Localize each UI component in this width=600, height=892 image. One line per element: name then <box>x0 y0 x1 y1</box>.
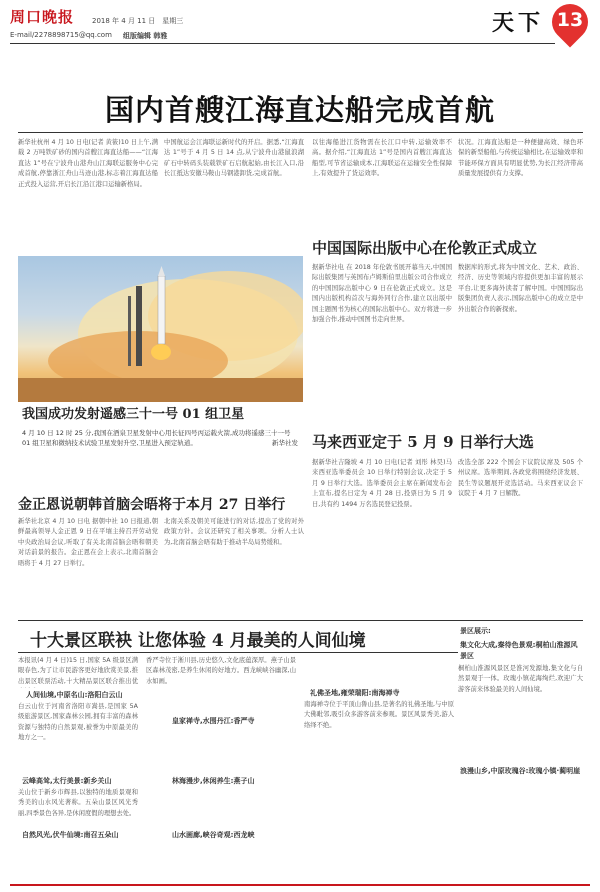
election-col1: 据新华社吉隆坡 4 月 10 日电(记者 刘彤 林昊)马来西亚选举委员会 10 日举行特别会议,决定于 5 月 9 日举行大选。选举委员会主席在新闻发布会上宣布,提名日定为 4 月 28 日,投票日为 5 月 9 日,共有约 1494 万名选民登记投票。 <box>312 459 452 508</box>
scenic-subhead-baiyun: 人间仙境,中原名山:洛阳白云山 <box>26 691 123 699</box>
scenic-subhead-guanshan: 云峰高耸,太行美景:新乡关山 <box>22 777 112 785</box>
footer-rule <box>10 884 590 886</box>
main-story-col4: 状况。江海直达船是一种便捷高效、绿色环保的新型船舶,与传统运输相比,在运输效率和节能环保方面具有明显优势,为长江经济带高质量发展提供有力支撑。 <box>458 139 583 178</box>
korea-summit-headline: 金正恩说朝韩首脑会晤将于本月 27 日举行 <box>18 497 286 513</box>
election-headline: 马来西亚定于 5 月 9 日举行大选 <box>312 433 534 451</box>
scenic-col5: 桐柏山淮源风景区是淮河发源地,集文化与自然景观于一体。玫瑰小镇花海绚烂,欢迎广大游客前来体验最美的人间仙境。 <box>458 665 583 693</box>
scenic-col4: 南海禅寺位于平顶山鲁山县,是著名的礼佛圣地,与中原大佛毗邻,吸引众多游客前来参观。景区风景秀美,游人络绎不绝。 <box>304 701 454 729</box>
masthead-rule <box>10 43 555 44</box>
page-number: 13 <box>556 9 584 31</box>
section-name: 天下 <box>491 10 544 36</box>
main-story-col1: 新华社杭州 4 月 10 日电(记者 黄筱)10 日上午,满载 2 万吨铁矿砂的国内首艘江海直达船——“江海直达 1”号在宁波舟山港舟山江海联运服务中心完成首航,停靠浙江舟山马迹山港,标志着江海直达船正式投入运营,开启长江沿江港口运输新格局。 <box>18 139 158 188</box>
newspaper-logo: 周口晚报 <box>10 8 75 26</box>
korea-summit-col2: 北南关系及朝美可能进行的对话,提出了党的对外政策方针。会议还研究了相关事项。分析人士认为,北南首脑会晤有助于推动半岛局势缓和。 <box>164 518 304 546</box>
election-col2: 改选全部 222 个国会下议院议席及 505 个州议席。选举期间,各政党将围绕经济发展、民生等议题展开竞选活动。马来西亚议会下议院于 4 月 7 日解散。 <box>458 459 583 498</box>
rocket-launch-photo <box>18 256 303 402</box>
main-story-col2: 中国航运会江海联运新时代的开启。据悉,“江海直达 1”号于 4 月 5 日 14 点,从宁波舟山港鼠浪湖矿石中转码头装载铁矿石启航起始,由长江入口,沿长江抵达安徽马鞍山马钢港卸货,完成首航。 <box>164 139 304 178</box>
section-rule <box>18 620 583 621</box>
satellite-headline: 我国成功发射遥感三十一号 01 组卫星 <box>22 407 245 422</box>
photo-credit: 新华社发 <box>272 439 298 447</box>
rocket-launch-illustration <box>18 256 303 402</box>
korea-summit-col1: 新华社北京 4 月 10 日电 据朝中社 10 日报道,朝鲜最高领导人金正恩 9 日在平壤主持召开劳动党中央政治局会议,听取了有关北南首脑会晤和朝美对话前景的报告。金正恩在会上表示,北南首脑会晤将于 4 月 27 日举行。 <box>18 518 158 567</box>
scenic-col2: 关山位于新乡市辉县,以独特的地质景观和秀美的山水风光著称。五朵山景区风光秀丽,四季景色各异,是休闲度假的理想去处。 <box>18 789 138 817</box>
scenic-headline: 十大景区联袂 让您体验 4 月最美的人间仙境 <box>30 631 366 651</box>
scenic-col1: 白云山位于河南省洛阳市嵩县,是国家 5A 级旅游景区,国家森林公园,拥有丰富的森林资源与独特的自然景观,被誉为中原最美的地方之一。 <box>18 703 138 742</box>
scenic-subhead-yanzishan: 林海漫步,休闲养生:燕子山 <box>172 777 255 785</box>
scenic-subhead-showcase: 景区展示: <box>460 627 491 635</box>
book-center-headline: 中国国际出版中心在伦敦正式成立 <box>312 239 538 257</box>
issue-date: 2018 年 4 月 11 日 星期三 <box>92 17 184 25</box>
scenic-subhead-xiangyan: 皇家禅寺,水围丹江:香严寺 <box>172 717 255 725</box>
satellite-caption-text: 4 月 10 日 12 时 25 分,我国在酒泉卫星发射中心用长征四号丙运载火箭,成功将遥感三十一号 01 组卫星和微纳技术试验卫星发射升空,卫星进入预定轨道。 <box>22 429 291 447</box>
scenic-rule <box>18 652 458 653</box>
main-headline: 国内首艘江海直达船完成首航 <box>104 93 495 127</box>
scenic-subhead-nanhai: 礼佛圣地,雍荣瑞阳:南海禅寺 <box>310 689 400 697</box>
scenic-subhead-xilongxia: 山水画廊,峡谷奇观:西龙峡 <box>172 831 255 839</box>
email: E-mail/2278898715@qq.com <box>10 31 112 39</box>
scenic-subhead-wuduoshan: 自然风光,伏牛仙境:南召五朵山 <box>22 831 119 839</box>
scenic-col3: 香严寺位于淅川县,历史悠久,文化底蕴深厚。燕子山景区森林茂密,是养生休闲的好地方。西龙峡峡谷幽深,山水如画。 <box>146 657 296 685</box>
main-story-col3: 以往海船进江货物需在长江口中转,运输效率不高。据介绍,“江海直达 1”号是国内首艘江海直达船型,可节省运输成本,江海联运在运输安全性保障上,有效提升了货运效率。 <box>312 139 452 178</box>
book-center-col1: 据新华社电 在 2018 年伦敦书展开幕当天,中国国际出版集团与英国布卢姆斯伯里出版公司合作成立的中国国际出版中心 9 日在伦敦正式成立。这是国内出版机构首次与海外同行合作,建立以出版中国主题图书为核心的国际出版中心。双方将进一步加强合作,推动中国图书走向世界。 <box>312 264 452 324</box>
book-center-col2: 数据库的形式,将为中国文化、艺术、政治、经济、历史等领域内容提供更加丰富的展示平台,让更多海外读者了解中国。中国国际出版集团负责人表示,国际出版中心的成立是中外出版合作的新探索。 <box>458 264 583 313</box>
scenic-intro: 本报讯(4 月 4 日)15 日,国家 5A 级景区满眼春色,为了让市民游客更好地欣赏美景,推出景区联票活动,十大精品景区联合推出优 <box>18 657 138 685</box>
satellite-caption <box>22 428 298 448</box>
layout-editor: 组版编辑 韩雅 <box>123 32 168 40</box>
headline-rule <box>18 132 583 133</box>
scenic-subhead-rose: 浪漫山乡,中原玫瑰谷:玫瑰小镇·蔺明崖 <box>460 767 581 775</box>
scenic-subhead-tongbai: 集文化大成,秦待色景观:桐柏山淮源风景区 <box>460 641 578 660</box>
